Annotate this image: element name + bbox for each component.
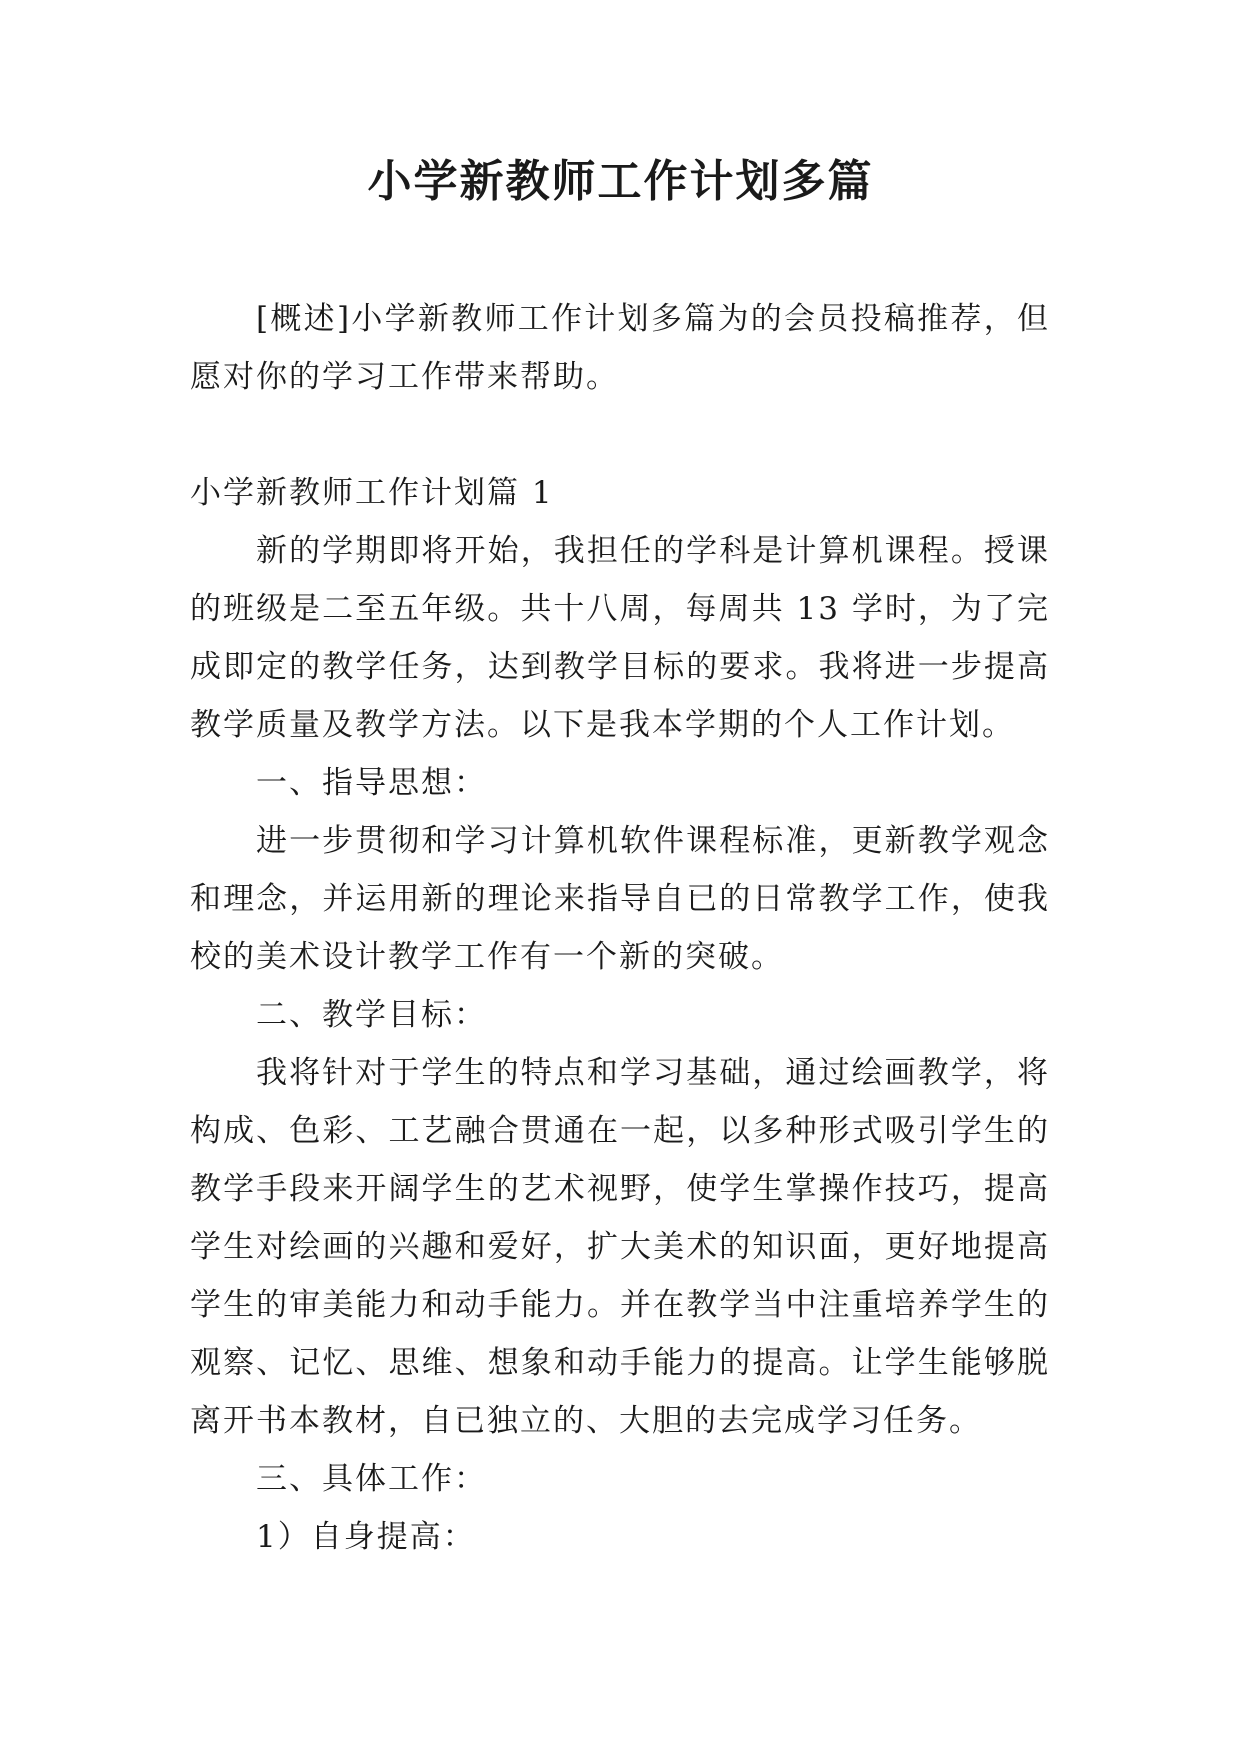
list-item-self-improvement: 1）自身提高： [256, 1519, 476, 1555]
document-body [190, 290, 1050, 1566]
body-paragraph: 我将针对于学生的特点和学习基础，通过绘画教学，将构成、色彩、工艺融合贯通在一起，以多种形式吸引学生的教学手段来开阔学生的艺术视野，使学生掌操作技巧，提高学生对绘画的兴趣和爱好，扩大美术的知识面，更好地提高学生的审美能力和动手能力。并在教学当中注重培养学生的观察、记忆、思维、想象和动手能力的提高。让学生能够脱离开书本教材，自已独立的、大胆的去完成学习任务。 [190, 1055, 1050, 1439]
subheading-teaching-goals: 二、教学目标： [256, 997, 487, 1033]
summary-paragraph: [概述]小学新教师工作计划多篇为的会员投稿推荐，但愿对你的学习工作带来帮助。 [190, 301, 1050, 395]
body-paragraph: 新的学期即将开始，我担任的学科是计算机课程。授课的班级是二至五年级。共十八周，每周共 13 学时，为了完成即定的教学任务，达到教学目标的要求。我将进一步提高教学质量及教学方法。以下是我本学期的个人工作计划。 [190, 533, 1050, 743]
subheading-guiding-ideology: 一、指导思想： [256, 765, 487, 801]
section-heading: 小学新教师工作计划篇 1 [190, 475, 554, 511]
body-paragraph: 进一步贯彻和学习计算机软件课程标准，更新教学观念和理念，并运用新的理论来指导自已的日常教学工作，使我校的美术设计教学工作有一个新的突破。 [190, 823, 1050, 975]
subheading-specific-work: 三、具体工作： [256, 1461, 487, 1497]
document-title: 小学新教师工作计划多篇 [367, 156, 874, 207]
